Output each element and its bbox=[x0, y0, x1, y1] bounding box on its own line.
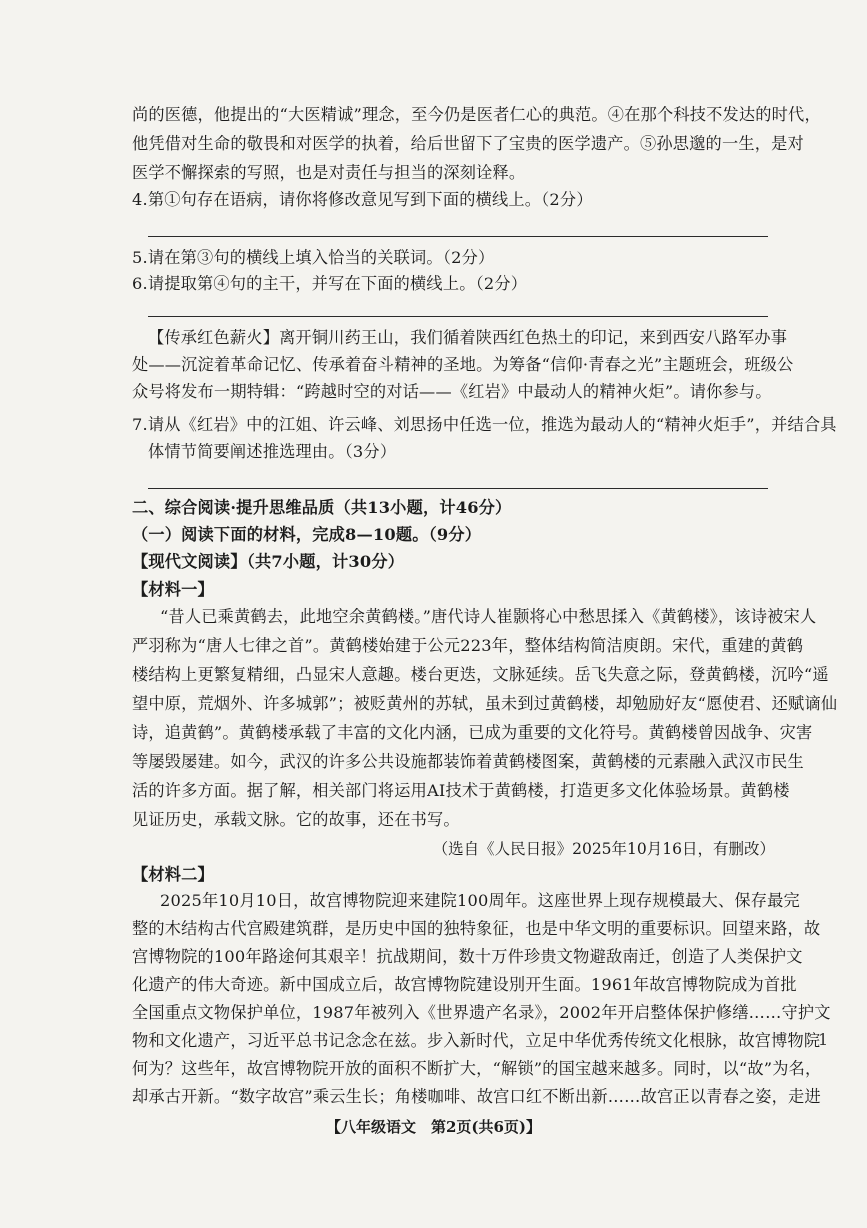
question-5: 5.请在第③句的横线上填入恰当的关联词。（2分） bbox=[132, 248, 495, 267]
material-1-line: 严羽称为“唐人七律之首”。黄鹤楼始建于公元223年，整体结构简洁庾朗。宋代，重建的黄鹤 bbox=[132, 636, 804, 655]
material-1-line: 等屡毁屡建。如今，武汉的许多公共设施都装饰着黄鹤楼图案，黄鹤楼的元素融入武汉市民生 bbox=[132, 752, 804, 771]
material-1-line: 活的许多方面。据了解，相关部门将运用AI技术于黄鹤楼，打造更多文化体验场景。黄鹤楼 bbox=[132, 781, 790, 800]
material-2-line: 宫博物院的100年路途何其艰辛！抗战期间，数十万件珍贵文物避敌南迁，创造了人类保护文 bbox=[132, 947, 803, 966]
answer-line-q6[interactable] bbox=[148, 316, 768, 317]
text-line: 他凭借对生命的敬畏和对医学的执着，给后世留下了宝贵的医学遗产。⑤孙思邈的一生，是对 bbox=[132, 134, 804, 153]
material-2-line: 全国重点文物保护单位，1987年被列入《世界遗产名录》，2002年开启整体保护修缮……守护文 bbox=[132, 1003, 831, 1022]
material-2-line: 整的木结构古代宫殿建筑群，是历史中国的独特象征，也是中华文明的重要标识。回望来路，故 bbox=[132, 919, 821, 938]
material-2-line: 化遗产的伟大奇迹。新中国成立后，故宫博物院建设別开生面。1961年故宫博物院成为首批 bbox=[132, 975, 797, 994]
material-1-line: 楼结构上更繁复精细，凸显宋人意趣。楼台更迭，文脉延续。岳飞失意之际，登黄鹤楼，沉吟“遥 bbox=[132, 665, 829, 684]
material-1-source: （选自《人民日报》2025年10月16日，有删改） bbox=[432, 840, 775, 858]
part-heading: （一）阅读下面的材料，完成8—10题。（9分） bbox=[132, 525, 482, 544]
material-2-title: 【材料二】 bbox=[132, 865, 214, 884]
question-7-cont: 体情节简要阐述推选理由。（3分） bbox=[148, 442, 397, 461]
red-intro-line: 处——沉淀着革命记忆、传承着奋斗精神的圣地。为筹备“信仰·青春之光”主题班会，班级公 bbox=[132, 355, 794, 374]
answer-line-q7[interactable] bbox=[148, 488, 768, 489]
answer-line-q4[interactable] bbox=[148, 236, 768, 237]
material-2-line: 2025年10月10日，故宫博物院迎来建院100周年。这座世界上现存规模最大、保存最完 bbox=[160, 891, 800, 910]
material-2-line: 物和文化遗产，习近平总书记念念在兹。步入新时代，立足中华优秀传统文化根脉，故宫博物院 bbox=[132, 1031, 821, 1050]
question-6: 6.请提取第④句的主干，并写在下面的横线上。（2分） bbox=[132, 274, 528, 293]
section-heading: 二、综合阅读·提升思维品质（共13小题，计46分） bbox=[132, 498, 512, 517]
material-1-line: “昔人已乘黄鹤去，此地空余黄鹤楼。”唐代诗人崔颢将心中愁思揉入《黄鹤楼》，该诗被宋人 bbox=[160, 607, 817, 626]
red-intro-line: 众号将发布一期特辑：“跨越时空的对话——《红岩》中最动人的精神火炬”。请你参与。 bbox=[132, 382, 772, 401]
margin-mark: 1 bbox=[818, 1030, 829, 1049]
material-2-line: 却承古开新。“数字故宫”乘云生长；角楼咖啡、故宫口红不断出新……故宫正以青春之姿，走进 bbox=[132, 1087, 821, 1106]
material-1-line: 诗，追黄鹤”。黄鹤楼承载了丰富的文化内涵，已成为重要的文化符号。黄鹤楼曾因战争、灾害 bbox=[132, 723, 813, 742]
material-1-title: 【材料一】 bbox=[132, 580, 214, 599]
material-2-line: 何为？这些年，故宫博物院开放的面积不断扩大，“解锁”的国宝越来越多。同时，以“故”为名， bbox=[132, 1059, 822, 1078]
question-7: 7.请从《红岩》中的江姐、许云峰、刘思扬中任选一位，推选为最动人的“精神火炬手”，并结合具 bbox=[132, 415, 837, 434]
text-line: 尚的医德，他提出的“大医精诚”理念，至今仍是医者仁心的典范。④在那个科技不发达的时代， bbox=[132, 105, 821, 124]
material-1-line: 望中原，荒烟外、许多城郭”；被贬黄州的苏轼，虽未到过黄鹤楼，却勉励好友“愿使君、还赋谪仙 bbox=[132, 694, 838, 713]
red-intro-line: 【传承红色薪火】离开铜川药王山，我们循着陕西红色热土的印记，来到西安八路军办事 bbox=[148, 328, 788, 347]
material-1-line: 见证历史，承载文脉。它的故事，还在书写。 bbox=[132, 810, 460, 829]
text-line: 医学不懈探索的写照，也是对责任与担当的深刻诠释。 bbox=[132, 163, 526, 182]
question-4: 4.第①句存在语病，请你将修改意见写到下面的横线上。（2分） bbox=[132, 190, 593, 209]
modern-reading-heading: 【现代文阅读】（共7小题，计30分） bbox=[132, 552, 405, 571]
page-footer: 【八年级语文 第2页(共6页)】 bbox=[325, 1118, 542, 1136]
